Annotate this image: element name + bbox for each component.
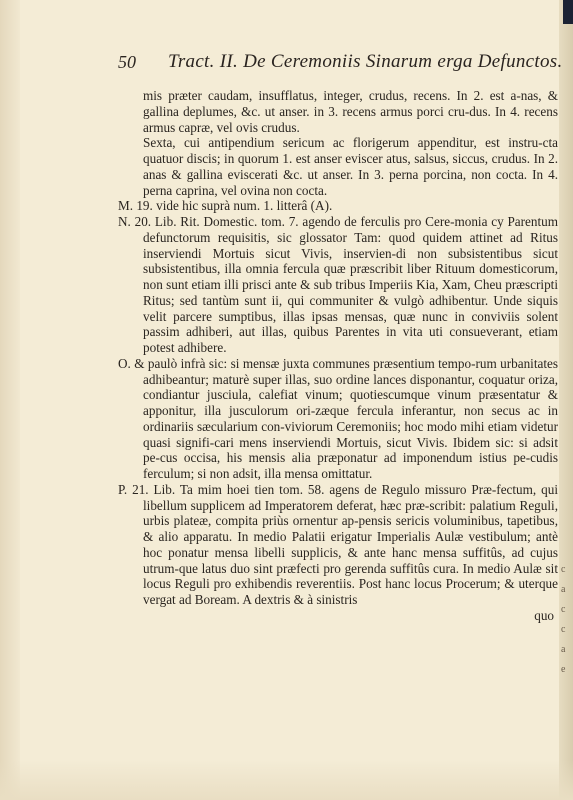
note-n-20: N. 20. Lib. Rit. Domestic. tom. 7. agendo de ferculis pro Cere-monia cy Parentum defunctorum requisitis, sic glossator Tam: quod quidem attinet ad Ritus inserviendi Mortuis sicut Vivis, inservien-di non subsistentibus sicut subsistentibus, illa omnia fercula quæ præscribit liber Rituum domesticorum, non sunt etiam illi prisci ante & sub tribus Imperiis Kia, Xam, Cheu præscripti Ritus; sed tantùm sunt ii, qui communiter & vulgò adhibentur. Unde siquis velit parcere sumptibus, illas ipsas mensas, quæ nunc in conviviis solent passim adhiberi, aut illas, quibus Parentes in vita uti consueverant, etiam potest adhibere. xyxy=(118,214,558,355)
margin-fragment: e xyxy=(561,664,566,675)
catchword: quo xyxy=(534,607,554,623)
margin-fragment: a xyxy=(561,644,566,655)
facing-page-fragments xyxy=(561,560,571,680)
book-cover-corner xyxy=(563,0,573,24)
note-p-21: P. 21. Lib. Ta mim hoei tien tom. 58. agens de Regulo missuro Præ-fectum, qui libellum supplicem ad Imperatorem deferat, hæc præ-scribit: palatium Reguli, urbis plateæ, compita priùs ornentur ap-pensis sericis voluminibus, tapetibus, & alio apparatu. In medio Palatii erigatur Imperialis Aulæ vestibulum; antè hoc ponatur mensa libelli supplicis, & ante hanc mensa suffitûs, ad cujus utrum-que latus duo sint præfecti pro gerenda suffitûs cura. In medio Aulæ sit locus Reguli pro exhibendis reverentiis. Post hanc locus Procerum; & uterque vergat ad Boream. A dextris & à sinistris xyxy=(118,481,558,607)
page-bottom-shade xyxy=(0,760,573,800)
margin-fragment: a xyxy=(561,584,566,595)
note-m-19: M. 19. vide hic suprà num. 1. litterâ (A). xyxy=(118,198,333,214)
body-text xyxy=(118,88,558,624)
facing-page-edge xyxy=(559,0,573,800)
note-o: O. & paulò infrà sic: si mensæ juxta communes præsentium tempo-rum urbanitates adhibeantur; maturè super illas, suo ordine lances disponantur, coquatur oriza, condiantur jusciula, calefiat vinum; quotiescumque vinum præsentatur & apponitur, illa jusculorum ori-zæque fercula inferantur, non secus ac in ordinariis sæcularium con-viviorum Ceremoniis; hoc modo mihi etiam videtur quasi signifi-cari mens inserviendi Mortuis, sicut Vivis. Ibidem sic: si adsit pe-cus occisa, his mensis alia præponatur ad imponendum istius pe-cudis ferculum; si non adsit, illa mensa omittatur. xyxy=(118,355,558,481)
running-head: Tract. II. De Ceremoniis Sinarum erga Defunctos. xyxy=(168,51,563,72)
paragraph-continuation: mis præter caudam, insufflatus, integer, crudus, recens. In 2. est a-nas, & gallina deplumes, &c. ut anser. in 3. recens armus porci cru-dus. In 4. recens armus capræ, vel ovis crudus. xyxy=(143,88,558,135)
margin-fragment: c xyxy=(561,564,566,575)
margin-fragment: c xyxy=(561,604,566,615)
margin-fragment: c xyxy=(561,624,566,635)
paragraph-sexta: Sexta, cui antipendium sericum ac florigerum appenditur, est instru-cta quatuor discis; in quorum 1. est anser eviscer atus, salsus, siccus, crudus. In 2. anas & gallina eviscerati &c. ut anser. In 3. perna porcina, non cocta. In 4. perna caprina, vel ovina non cocta. xyxy=(143,135,558,198)
page-left-edge xyxy=(0,0,20,800)
page-number: 50 xyxy=(118,52,136,72)
page-header xyxy=(118,52,563,78)
